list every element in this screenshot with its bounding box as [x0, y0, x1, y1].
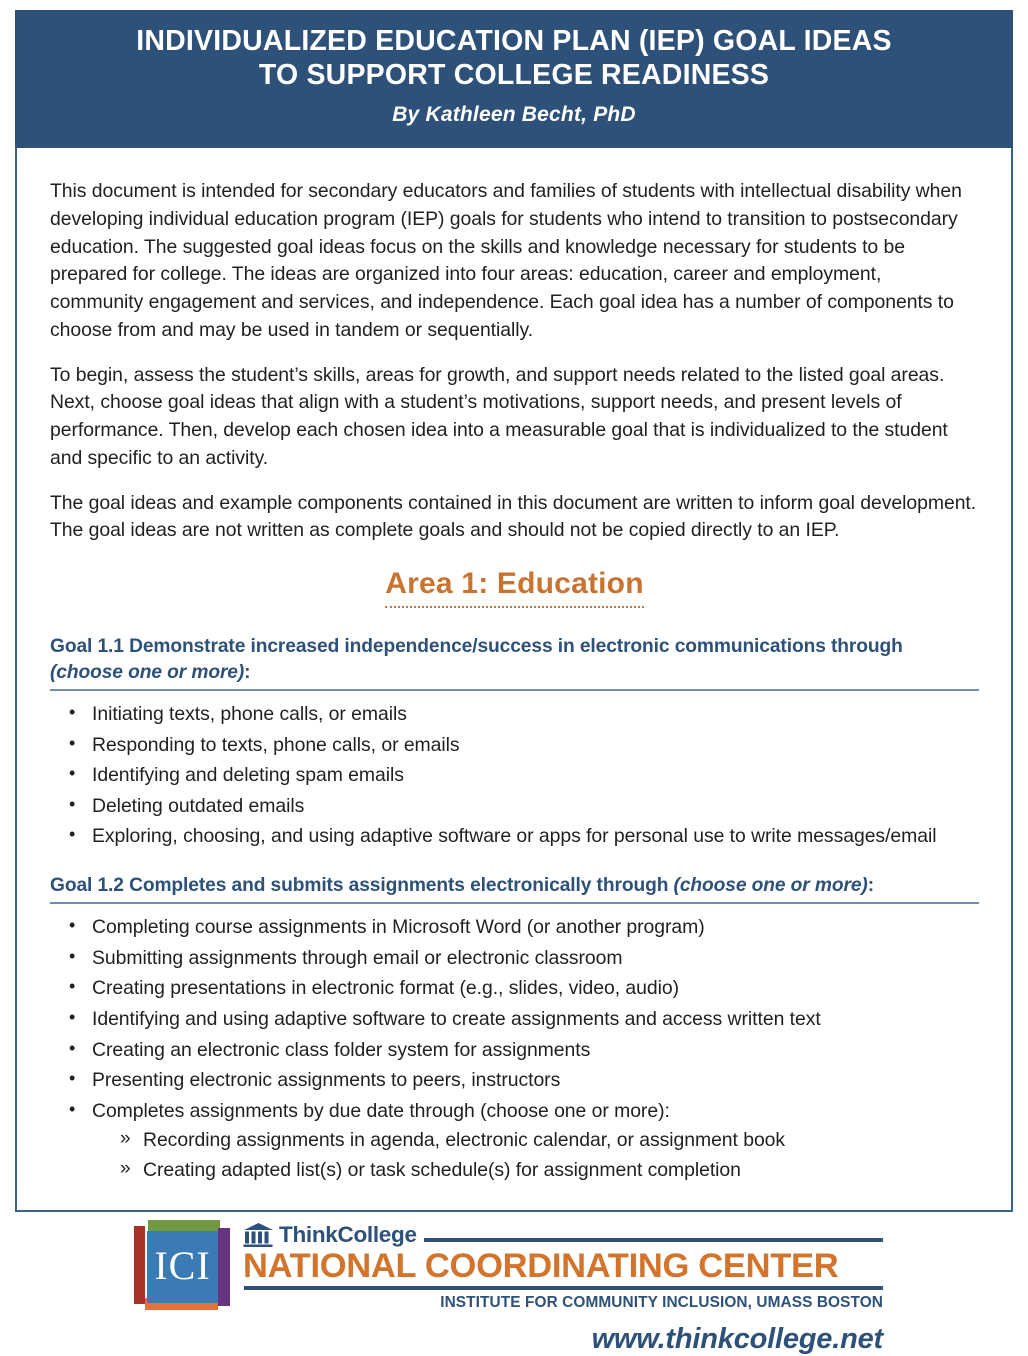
- list-item: • Creating an electronic class folder system for assignments: [63, 1037, 979, 1065]
- goal-heading-1-1-choose: (choose one or more): [50, 661, 245, 683]
- website-url[interactable]: www.thinkcollege.net: [591, 1323, 883, 1355]
- goal-1-1-list: [50, 701, 979, 851]
- page-title: [136, 25, 892, 92]
- document-content-area: [15, 148, 1013, 1212]
- ici-logo: [134, 1220, 230, 1310]
- list-item: • Identifying and using adaptive software to create assignments and access written text: [63, 1006, 979, 1034]
- national-coordinating-center-wordmark: NATIONAL COORDINATING CENTER: [243, 1247, 839, 1285]
- document-footer: [0, 1216, 1028, 1355]
- area-heading-container: [50, 567, 979, 608]
- thinkcollege-wordmark: ThinkCollege: [279, 1221, 417, 1247]
- list-item: • Completing course assignments in Microsoft Word (or another program): [63, 914, 979, 942]
- ncc-rule: [244, 1286, 883, 1290]
- goal-1-2-sublist: [92, 1127, 979, 1184]
- goal-heading-1-2-main: Goal 1.2 Completes and submits assignments electronically through: [50, 874, 674, 896]
- intro-paragraph-2: To begin, assess the student’s skills, areas for growth, and support needs related to the listed goal areas. Next, choose goal ideas that align with a student’s motivations, support needs, and present levels of performance. Then, develop each chosen idea into a measurable goal that is individualized to the student and specific to an activity.: [50, 363, 948, 469]
- goal-block-1-2: [50, 873, 979, 1184]
- columns-building-icon: [243, 1223, 274, 1247]
- list-item: • Responding to texts, phone calls, or emails: [63, 732, 979, 760]
- sub-list-item: » Creating adapted list(s) or task schedule(s) for assignment completion: [116, 1157, 979, 1185]
- page-title-line-2: TO SUPPORT COLLEGE READINESS: [258, 58, 770, 91]
- intro-paragraph-3: The goal ideas and example components contained in this document are written to inform goal development. The goal ideas are not written as complete goals and should not be copied directly to an IEP.: [50, 491, 977, 542]
- ici-logo-square: [147, 1231, 218, 1303]
- list-item: • Submitting assignments through email or electronic classroom: [63, 945, 979, 973]
- area-heading: Area 1: Education: [385, 567, 643, 608]
- ici-logo-right-bar: [218, 1228, 230, 1306]
- list-item: • Identifying and deleting spam emails: [63, 762, 979, 790]
- ici-logo-text: ICI: [154, 1243, 211, 1288]
- list-item: • Exploring, choosing, and using adaptive software or apps for personal use to write messages/email: [63, 823, 979, 851]
- sub-list-item: » Recording assignments in agenda, electronic calendar, or assignment book: [116, 1127, 979, 1155]
- goal-block-1-1: [50, 634, 979, 851]
- ici-logo-left-bar: [134, 1226, 145, 1304]
- goal-1-2-list: [50, 914, 979, 1184]
- thinkcollege-ncc-lockup: [243, 1220, 883, 1312]
- thinkcollege-row: [243, 1220, 883, 1247]
- list-item-text: Completes assignments by due date through (choose one or more):: [92, 1099, 670, 1122]
- goal-heading-1-1-colon: :: [244, 661, 251, 683]
- document-header-banner: [15, 10, 1013, 148]
- goal-heading-1-1-main: Goal 1.1 Demonstrate increased independence/success in electronic communications through: [50, 636, 903, 657]
- thinkcollege-rule: [424, 1238, 883, 1242]
- goal-heading-1-2-colon: :: [867, 874, 875, 896]
- author-byline: By Kathleen Becht, PhD: [392, 102, 636, 126]
- goal-heading-1-2: [50, 873, 979, 905]
- goal-heading-1-2-choose: (choose one or more): [673, 874, 868, 896]
- list-item: [63, 1098, 979, 1185]
- list-item: • Initiating texts, phone calls, or emails: [63, 701, 979, 729]
- intro-paragraph-1: This document is intended for secondary educators and families of students with intellectual disability when developing individual education program (IEP) goals for students who intend to transition to postsecondary education. The suggested goal ideas focus on the skills and knowledge necessary for students to be prepared for college. The ideas are organized into four areas: education, career and employment, community engagement and services, and independence. Each goal idea has a number of components to choose from and may be used in tandem or sequentially.: [50, 180, 962, 341]
- list-item: • Presenting electronic assignments to peers, instructors: [63, 1067, 979, 1095]
- list-item: • Creating presentations in electronic format (e.g., slides, video, audio): [63, 975, 979, 1003]
- goal-heading-1-1: [50, 634, 979, 691]
- institute-line: INSTITUTE FOR COMMUNITY INCLUSION, UMASS BOSTON: [440, 1294, 883, 1312]
- list-item: • Deleting outdated emails: [63, 793, 979, 821]
- page-title-line-1: INDIVIDUALIZED EDUCATION PLAN (IEP) GOAL IDEAS: [136, 25, 892, 58]
